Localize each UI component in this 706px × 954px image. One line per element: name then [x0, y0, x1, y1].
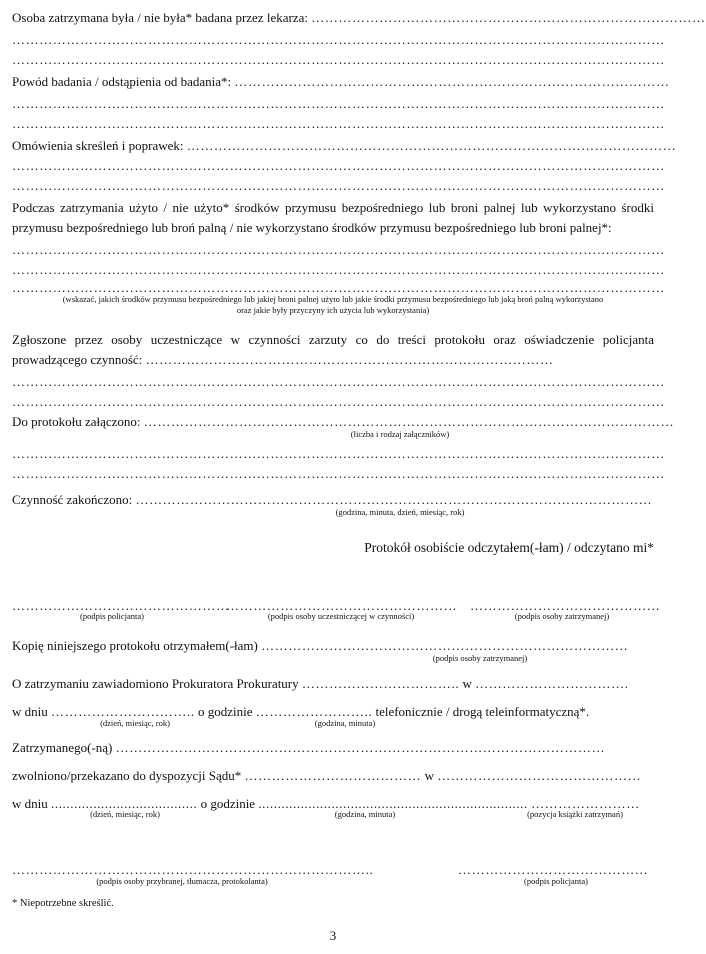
exam-label: Osoba zatrzymana była / nie była* badana przez lekarza:	[12, 10, 308, 25]
reason-line	[12, 74, 670, 90]
prosecutor-label: O zatrzymaniu zawiadomiono Prokuratora Prokuratury	[12, 676, 299, 691]
attachments-caption: (liczba i rodzaj załączników)	[350, 429, 450, 439]
sig-police-caption-2: (podpis policjanta)	[524, 876, 588, 886]
released-line	[12, 768, 654, 784]
corrections-line-3[interactable]: ………………………………………………………………………………………………………………………………	[12, 178, 665, 193]
released-place-field[interactable]: ………………………………………	[437, 768, 642, 783]
copy-line	[12, 638, 654, 654]
prosecutor-line	[12, 676, 654, 692]
detained-field[interactable]: ………………………………………………………………………………………………	[115, 740, 606, 755]
sig-detained-caption: (podpis osoby zatrzymanej)	[514, 611, 610, 621]
released-field[interactable]: …………………………………	[244, 768, 422, 783]
reason-line-3[interactable]: ………………………………………………………………………………………………………………………………	[12, 116, 665, 131]
time-caption-2: (godzina, minuta)	[334, 809, 396, 819]
attachments-line-2[interactable]: ………………………………………………………………………………………………………………………………	[12, 446, 665, 461]
prosecutor-field[interactable]: ……………………………..	[301, 676, 460, 691]
corrections-field[interactable]: ………………………………………………………………………………………………	[186, 138, 677, 153]
page-number: 3	[329, 928, 337, 943]
notify-date-field[interactable]: …………………………..	[51, 704, 195, 719]
day-label: w dniu	[12, 704, 48, 719]
objections-label: Zgłoszone przez osoby uczestniczące w czynności zarzuty co do treści protokołu oraz oświadczenie policjanta prowadzącego czynność:	[12, 332, 654, 367]
book-caption: (pozycja książki zatrzymań)	[527, 809, 623, 819]
completed-caption: (godzina, minuta, dzień, miesiąc, rok)	[335, 507, 465, 517]
corrections-line-2[interactable]: ………………………………………………………………………………………………………………………………	[12, 158, 665, 173]
copy-caption: (podpis osoby zatrzymanej)	[432, 653, 528, 663]
completed-label: Czynność zakończono:	[12, 492, 133, 507]
release-date-field[interactable]: ......................................	[51, 796, 198, 811]
copy-field[interactable]: ………………………………………………………………………	[261, 638, 629, 653]
attachments-line	[12, 414, 675, 430]
sig-receiver-caption: (podpis osoby przybranej, tłumacza, protokolanta)	[96, 876, 268, 886]
date-caption: (dzień, miesiąc, rok)	[100, 718, 170, 728]
released-w: w	[424, 768, 434, 783]
phone-text: telefonicznie / drogą teleinformatyczną*.	[375, 704, 590, 719]
force-caption-2: oraz jakie były przyczyny ich użycia lub wykorzystania)	[236, 305, 430, 315]
notify-time-field[interactable]: ……………………..	[255, 704, 373, 719]
sig-detained-line[interactable]: ……………………………………	[470, 598, 661, 613]
sig-participant-caption: (podpis osoby uczestniczącej w czynności)	[267, 611, 415, 621]
sig-participant-line[interactable]: ……………………………………………	[226, 598, 458, 613]
time-caption: (godzina, minuta)	[314, 718, 376, 728]
day-label-2: w dniu	[12, 796, 48, 811]
book-position-field[interactable]: ……………………	[531, 796, 640, 811]
force-text: Podczas zatrzymania użyto / nie użyto* środków przymusu bezpośredniego lub broni palnej lub wykorzystano środki przymusu bezpośredniego lub broń palną / nie wykorzystano środków przymusu bezpośredniego lub broni palnej*:	[12, 200, 654, 235]
sig-police-line-2[interactable]: ……………………………………	[458, 862, 649, 877]
force-caption-1: (wskazać, jakich środków przymusu bezpośredniego lub jakiej broni palnej użyto lub jakie środki przymusu bezpośredniego lub jaką broń palną wykorzystano	[62, 294, 604, 304]
force-line-3[interactable]: ………………………………………………………………………………………………………………………………	[12, 280, 665, 295]
detained-label: Zatrzymanego(-ną)	[12, 740, 113, 755]
date-caption-2: (dzień, miesiąc, rok)	[90, 809, 160, 819]
exam-line-3[interactable]: ………………………………………………………………………………………………………………………………	[12, 52, 665, 67]
objections-field[interactable]: ………………………………………………………………………………	[145, 352, 554, 367]
sig-police-line[interactable]: …………………………………………	[12, 598, 230, 613]
prosecutor-w: w	[462, 676, 472, 691]
attachments-label: Do protokołu załączono:	[12, 414, 141, 429]
reason-line-2[interactable]: ………………………………………………………………………………………………………………………………	[12, 96, 665, 111]
objections-line-2[interactable]: ………………………………………………………………………………………………………………………………	[12, 374, 665, 389]
completed-line	[12, 492, 654, 508]
objections-text-block	[12, 330, 654, 370]
reason-field[interactable]: ……………………………………………………………………………………	[234, 74, 670, 89]
corrections-line	[12, 138, 677, 154]
detained-line	[12, 740, 654, 756]
copy-label: Kopię niniejszego protokołu otrzymałem(-łam)	[12, 638, 258, 653]
prosecutor-place-field[interactable]: …………………………….	[475, 676, 629, 691]
at-hour-2: o godzinie	[200, 796, 256, 811]
force-line-1[interactable]: ………………………………………………………………………………………………………………………………	[12, 242, 665, 257]
reason-label: Powód badania / odstąpienia od badania*:	[12, 74, 232, 89]
force-line-2[interactable]: ………………………………………………………………………………………………………………………………	[12, 262, 665, 277]
attachments-field[interactable]: ………………………………………………………………………………………………………	[143, 414, 675, 429]
exam-line-2[interactable]: ………………………………………………………………………………………………………………………………	[12, 32, 665, 47]
attachments-line-3[interactable]: ………………………………………………………………………………………………………………………………	[12, 466, 665, 481]
objections-line-3[interactable]: ………………………………………………………………………………………………………………………………	[12, 394, 665, 409]
corrections-label: Omówienia skreśleń i poprawek:	[12, 138, 184, 153]
exam-field[interactable]: ……………………………………………………………………………	[311, 10, 706, 25]
exam-line	[12, 10, 706, 26]
footnote: * Niepotrzebne skreślić.	[12, 898, 114, 909]
release-time-field[interactable]: ......................................................................	[258, 796, 528, 811]
at-hour: o godzinie	[197, 704, 253, 719]
read-statement: Protokół osobiście odczytałem(-łam) / odczytano mi*	[364, 540, 654, 555]
sig-receiver-line[interactable]: ……………………………………………………………………..	[12, 862, 374, 877]
sig-police-caption: (podpis policjanta)	[80, 611, 144, 621]
completed-field[interactable]: ……………………………………………………………………………………………………	[135, 492, 653, 507]
released-label: zwolniono/przekazano do dyspozycji Sądu*	[12, 768, 242, 783]
